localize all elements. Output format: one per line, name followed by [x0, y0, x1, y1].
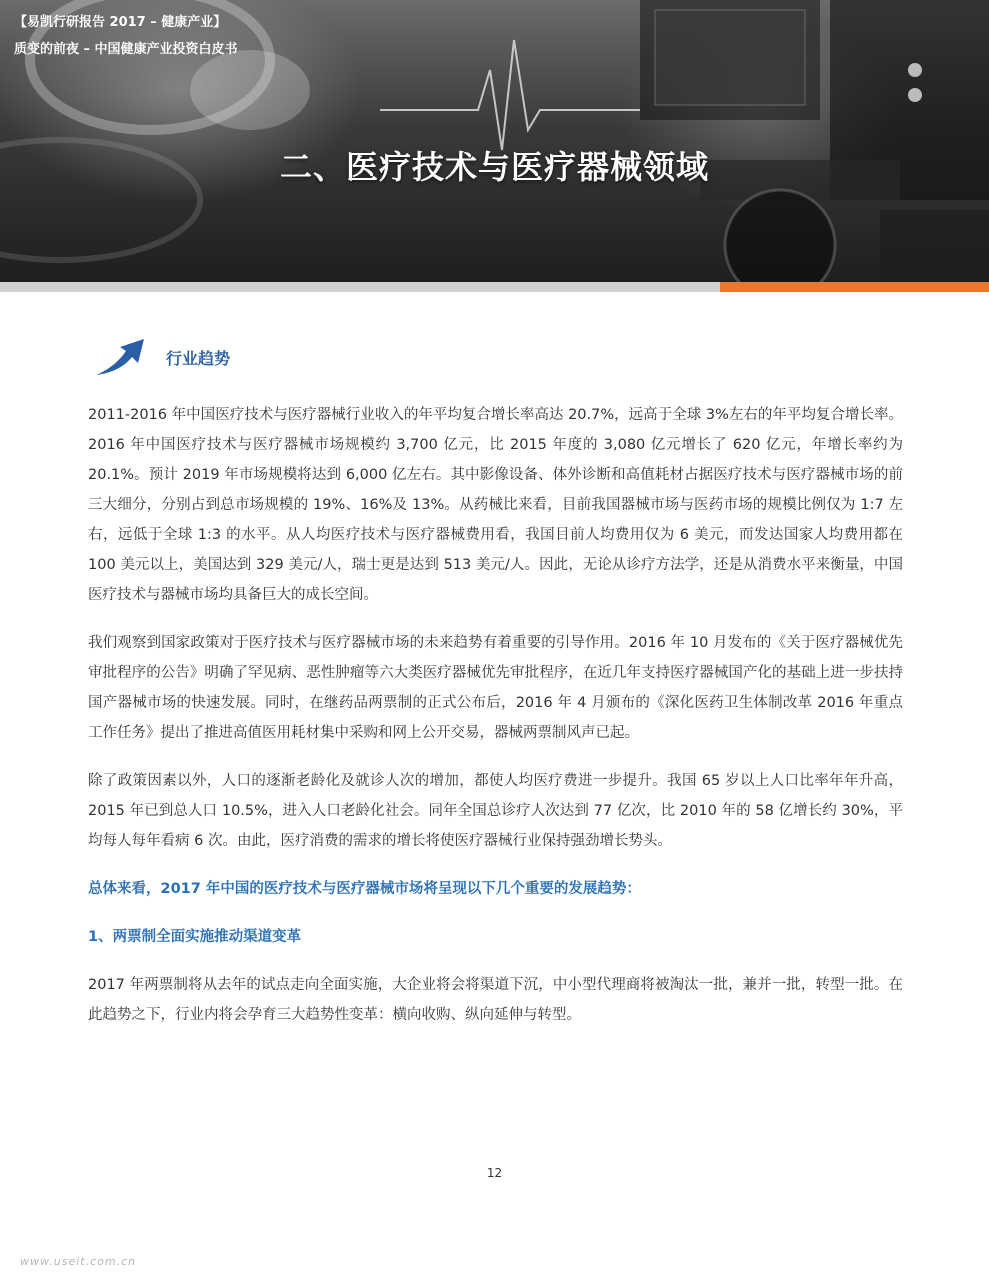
subsection-title: 行业趋势 — [166, 349, 231, 368]
trend-1-heading: 1、两票制全面实施推动渠道变革 — [88, 929, 302, 945]
trend-1-text: 2017 年两票制将从去年的试点走向全面实施，大企业将会将渠道下沉，中小型代理商将被淘汰一批，兼并一批，转型一批。在此趋势之下，行业内将会孕育三大趋势性变革：横向收购、纵向延伸与转型。 — [88, 977, 903, 1023]
report-title-label: 质变的前夜 – 中国健康产业投资白皮书 — [14, 42, 238, 57]
divider-strip-gray — [0, 282, 720, 292]
paragraph-aging: 除了政策因素以外，人口的逐渐老龄化及就诊人次的增加，都使人均医疗费进一步提升。我国 65 岁以上人口比率年年升高，2015 年已到总人口 10.5%，进入人口老龄化社会。同年全国总诊疗人次达到 77 亿次，比 2010 年的 58 亿增长约 30%，平均每人每年看病 6 次。由此，医疗消费的需求的增长将使医疗器械行业保持强劲增长势头。 — [88, 773, 903, 849]
trend-arrow-icon — [92, 335, 152, 379]
summary-heading: 总体来看，2017 年中国的医疗技术与医疗器械市场将呈现以下几个重要的发展趋势： — [88, 881, 641, 897]
section-title: 二、医疗技术与医疗器械领域 — [279, 148, 709, 186]
divider-strip-orange — [720, 282, 989, 292]
page-number: 12 — [486, 1166, 503, 1180]
watermark: www.useit.com.cn — [20, 1255, 137, 1268]
paragraph-market-size: 2011-2016 年中国医疗技术与医疗器械行业收入的年平均复合增长率高达 20.7%，远高于全球 3%左右的年平均复合增长率。2016 年中国医疗技术与医疗器械市场规模约 3,700 亿元，比 2015 年度的 3,080 亿元增长了 620 亿元，年增长率约为 20.1%。预计 2019 年市场规模将达到 6,000 亿左右。其中影像设备、体外诊断和高值耗材占据医疗技术与医疗器械市场的前三大细分，分别占到总市场规模的 19%、16%及 13%。从药械比来看，目前我国器械市场与医药市场的规模比例仅为 1:7 左右，远低于全球 1:3 的水平。从人均医疗技术与医疗器械费用看，我国目前人均费用仅为 6 美元，而发达国家人均费用都在 100 美元以上，美国达到 329 美元/人，瑞士更是达到 513 美元/人。因此，无论从诊疗方法学，还是从消费水平来衡量，中国医疗技术与器械市场均具备巨大的成长空间。 — [88, 407, 903, 603]
header-banner — [0, 0, 989, 282]
paragraph-policy: 我们观察到国家政策对于医疗技术与医疗器械市场的未来趋势有着重要的引导作用。2016 年 10 月发布的《关于医疗器械优先审批程序的公告》明确了罕见病、恶性肿瘤等六大类医疗器械优先审批程序，在近几年支持医疗器械国产化的基础上进一步扶持国产器械市场的快速发展。同时，在继药品两票制的正式公布后，2016 年 4 月颁布的《深化医药卫生体制改革 2016 年重点工作任务》提出了推进高值医用耗材集中采购和网上公开交易，器械两票制风声已起。 — [88, 635, 903, 741]
body-content — [88, 400, 903, 1030]
report-series-label: 【易凯行研报告 2017 – 健康产业】 — [14, 15, 227, 30]
